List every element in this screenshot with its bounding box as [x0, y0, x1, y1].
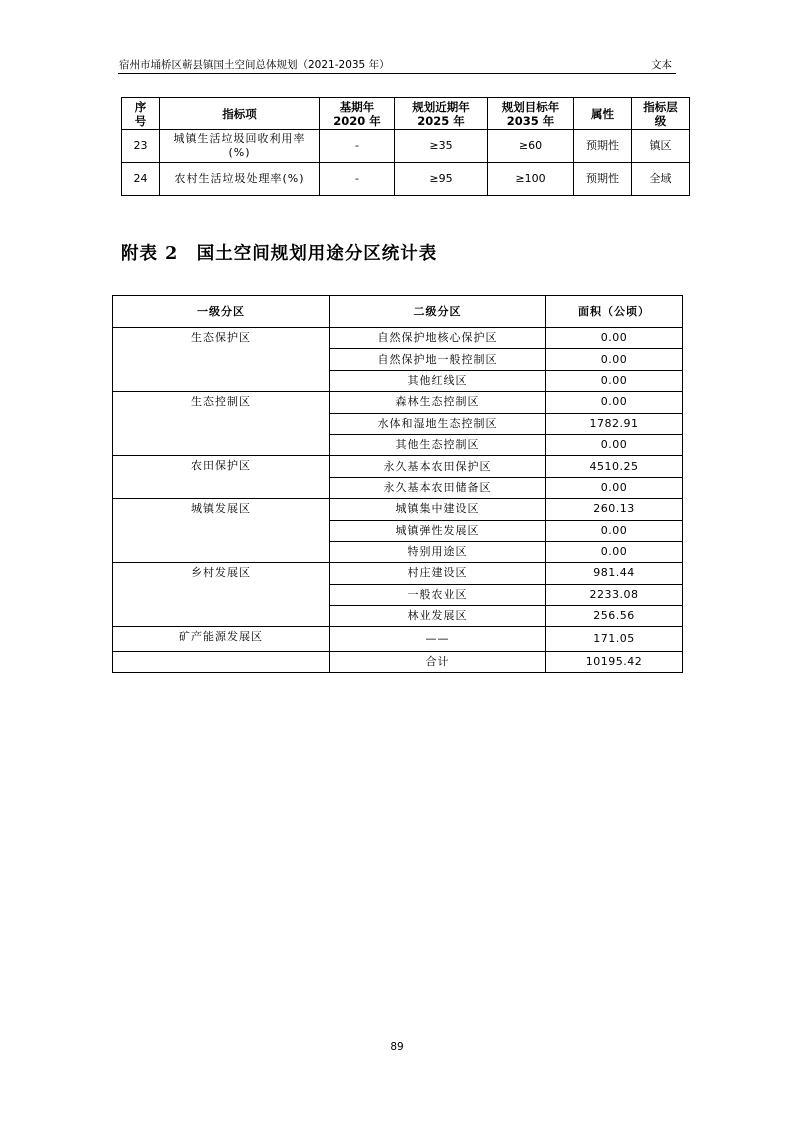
- header-level1: 一级分区: [113, 296, 330, 328]
- indicator-table-header-row: [122, 98, 690, 130]
- header-near-year: 规划近期年 2025 年: [395, 98, 488, 130]
- area-value: 0.00: [546, 434, 683, 455]
- indicator-table: [121, 97, 690, 196]
- area-value: 171.05: [546, 627, 683, 651]
- level2-zone: 其他生态控制区: [330, 434, 546, 455]
- level1-zone: 生态控制区: [113, 392, 330, 456]
- table-row: [122, 130, 690, 163]
- level1-zone: 城镇发展区: [113, 499, 330, 563]
- total-area: 10195.42: [546, 651, 683, 672]
- level2-zone: ——: [330, 627, 546, 651]
- header-area: 面积（公顷）: [546, 296, 683, 328]
- header-level2: 二级分区: [330, 296, 546, 328]
- level1-zone: 乡村发展区: [113, 563, 330, 627]
- page-number: 89: [390, 1041, 404, 1053]
- level2-zone: 永久基本农田保护区: [330, 456, 546, 477]
- appendix-title: 附表 2 国土空间规划用途分区统计表: [121, 244, 438, 264]
- level2-zone: 村庄建设区: [330, 563, 546, 584]
- level2-zone: 林业发展区: [330, 606, 546, 627]
- row-index: 23: [122, 130, 160, 163]
- level2-zone: 城镇弹性发展区: [330, 520, 546, 541]
- area-value: 4510.25: [546, 456, 683, 477]
- area-value: 0.00: [546, 370, 683, 391]
- table-row: [122, 163, 690, 196]
- level2-zone: 永久基本农田储备区: [330, 477, 546, 498]
- empty-cell: [113, 651, 330, 672]
- document-title: 宿州市埇桥区蕲县镇国土空间总体规划（2021-2035 年）: [119, 59, 390, 71]
- header-base-year: 基期年 2020 年: [320, 98, 395, 130]
- zoning-table-header-row: [113, 296, 683, 328]
- area-value: 1782.91: [546, 413, 683, 434]
- area-value: 0.00: [546, 520, 683, 541]
- indicator-name: 农村生活垃圾处理率(%): [160, 163, 320, 196]
- header-divider: [118, 73, 676, 74]
- level2-zone: 水体和湿地生态控制区: [330, 413, 546, 434]
- level2-zone: 一般农业区: [330, 584, 546, 605]
- level-value: 全域: [632, 163, 690, 196]
- header-attribute: 属性: [574, 98, 632, 130]
- area-value: 256.56: [546, 606, 683, 627]
- level2-zone: 森林生态控制区: [330, 392, 546, 413]
- indicator-name: 城镇生活垃圾回收利用率(%): [160, 130, 320, 163]
- header-index: 序 号: [122, 98, 160, 130]
- header-indicator: 指标项: [160, 98, 320, 130]
- table-row: [113, 563, 683, 584]
- zoning-table: [112, 295, 683, 673]
- total-row: [113, 651, 683, 672]
- row-index: 24: [122, 163, 160, 196]
- table-row: [113, 328, 683, 349]
- page-header: [119, 57, 675, 73]
- base-value: -: [320, 130, 395, 163]
- table-row: [113, 456, 683, 477]
- table-row: [113, 499, 683, 520]
- target-value: ≥60: [488, 130, 574, 163]
- level2-zone: 城镇集中建设区: [330, 499, 546, 520]
- attribute-value: 预期性: [574, 163, 632, 196]
- table-row: [113, 627, 683, 651]
- table-row: [113, 392, 683, 413]
- near-value: ≥95: [395, 163, 488, 196]
- level2-zone: 自然保护地一般控制区: [330, 349, 546, 370]
- section-label: 文本: [651, 59, 672, 71]
- level2-zone: 其他红线区: [330, 370, 546, 391]
- level2-zone: 特别用途区: [330, 541, 546, 562]
- area-value: 0.00: [546, 477, 683, 498]
- level-value: 镇区: [632, 130, 690, 163]
- area-value: 260.13: [546, 499, 683, 520]
- area-value: 0.00: [546, 541, 683, 562]
- total-label: 合计: [330, 651, 546, 672]
- area-value: 981.44: [546, 563, 683, 584]
- header-target-year: 规划目标年 2035 年: [488, 98, 574, 130]
- base-value: -: [320, 163, 395, 196]
- area-value: 2233.08: [546, 584, 683, 605]
- level1-zone: 农田保护区: [113, 456, 330, 499]
- attribute-value: 预期性: [574, 130, 632, 163]
- area-value: 0.00: [546, 392, 683, 413]
- level1-zone: 生态保护区: [113, 328, 330, 392]
- area-value: 0.00: [546, 349, 683, 370]
- near-value: ≥35: [395, 130, 488, 163]
- level2-zone: 自然保护地核心保护区: [330, 328, 546, 349]
- level1-zone: 矿产能源发展区: [113, 627, 330, 651]
- target-value: ≥100: [488, 163, 574, 196]
- header-level: 指标层 级: [632, 98, 690, 130]
- area-value: 0.00: [546, 328, 683, 349]
